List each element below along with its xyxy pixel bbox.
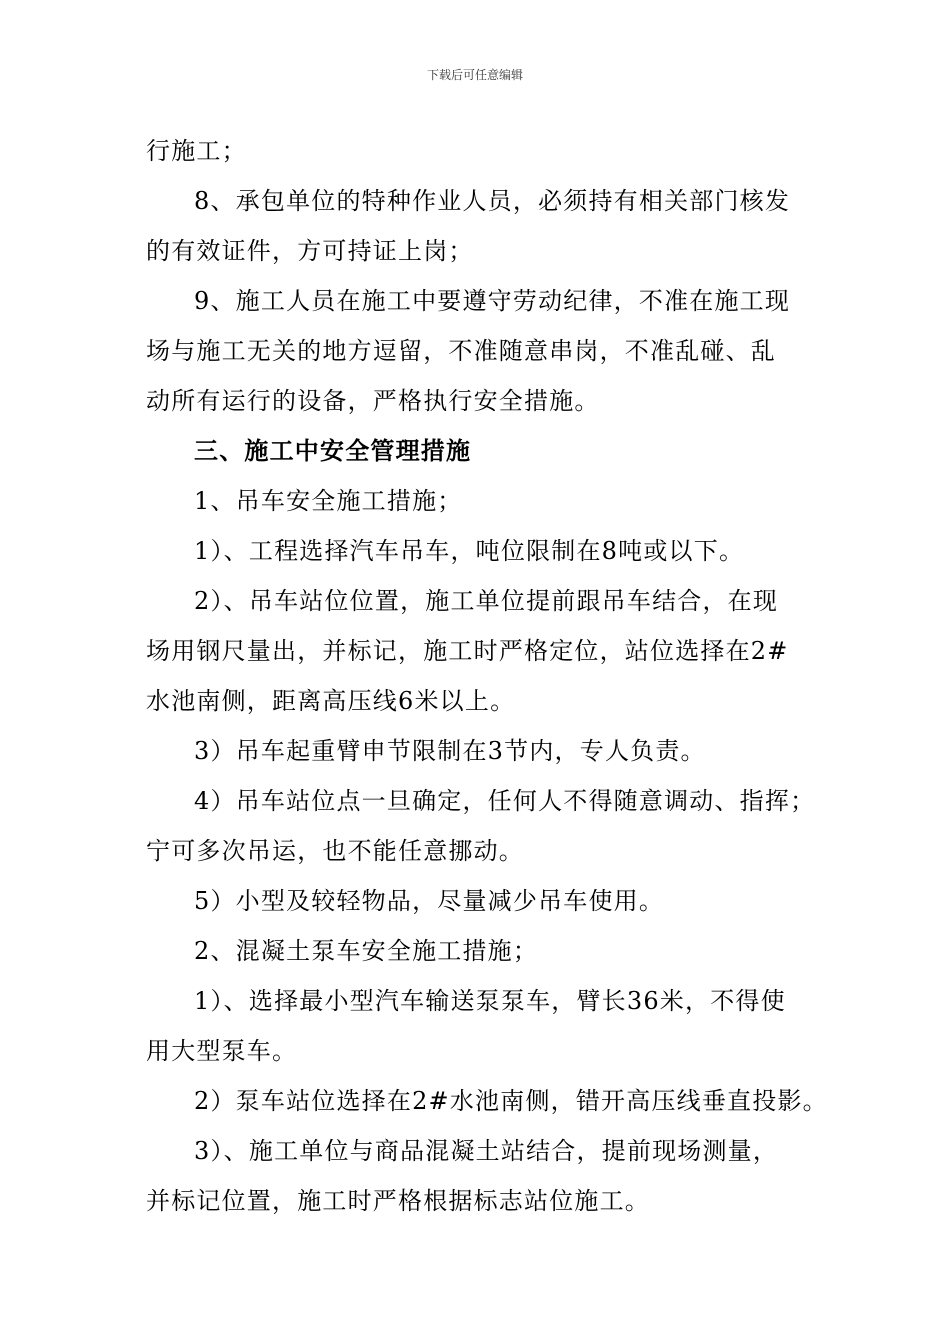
paragraph-line: 2、混凝土泵车安全施工措施； xyxy=(194,937,539,965)
paragraph-line: 2）泵车站位选择在2#水池南侧，错开高压线垂直投影。 xyxy=(194,1087,828,1115)
section-heading: 三、施工中安全管理措施 xyxy=(194,436,472,465)
paragraph-line: 场与施工无关的地方逗留，不准随意串岗，不准乱碰、乱 xyxy=(146,337,776,365)
paragraph-line: 水池南侧，距离高压线6米以上。 xyxy=(146,687,516,715)
paragraph-line: 1）、选择最小型汽车输送泵泵车，臂长36米，不得使 xyxy=(194,987,786,1015)
paragraph-line: 3）吊车起重臂申节限制在3节内，专人负责。 xyxy=(194,737,706,765)
paragraph-line: 1、吊车安全施工措施； xyxy=(194,487,463,515)
paragraph-line: 1）、工程选择汽车吊车，吨位限制在8吨或以下。 xyxy=(194,537,745,565)
paragraph-line: 动所有运行的设备，严格执行安全措施。 xyxy=(146,387,600,415)
paragraph-line: 3）、施工单位与商品混凝土站结合，提前现场测量， xyxy=(194,1137,779,1165)
page-header-note: 下载后可任意编辑 xyxy=(426,68,523,82)
paragraph-line: 行施工； xyxy=(146,137,247,165)
paragraph-line: 5）小型及较轻物品，尽量减少吊车使用。 xyxy=(194,887,665,915)
paragraph-line: 场用钢尺量出，并标记，施工时严格定位，站位选择在2# xyxy=(146,637,789,665)
paragraph-line: 9、施工人员在施工中要遵守劳动纪律，不准在施工现 xyxy=(194,287,791,315)
document-body xyxy=(146,126,828,1226)
paragraph-line: 8、承包单位的特种作业人员，必须持有相关部门核发 xyxy=(194,187,791,215)
paragraph-line: 4）吊车站位点一旦确定，任何人不得随意调动、指挥； xyxy=(194,787,816,815)
paragraph-line: 的有效证件，方可持证上岗； xyxy=(146,237,474,265)
paragraph-line: 宁可多次吊运，也不能任意挪动。 xyxy=(146,837,524,865)
paragraph-line: 并标记位置，施工时严格根据标志站位施工。 xyxy=(146,1187,650,1215)
paragraph-line: 2）、吊车站位位置，施工单位提前跟吊车结合，在现 xyxy=(194,587,779,615)
paragraph-line: 用大型泵车。 xyxy=(146,1037,298,1065)
